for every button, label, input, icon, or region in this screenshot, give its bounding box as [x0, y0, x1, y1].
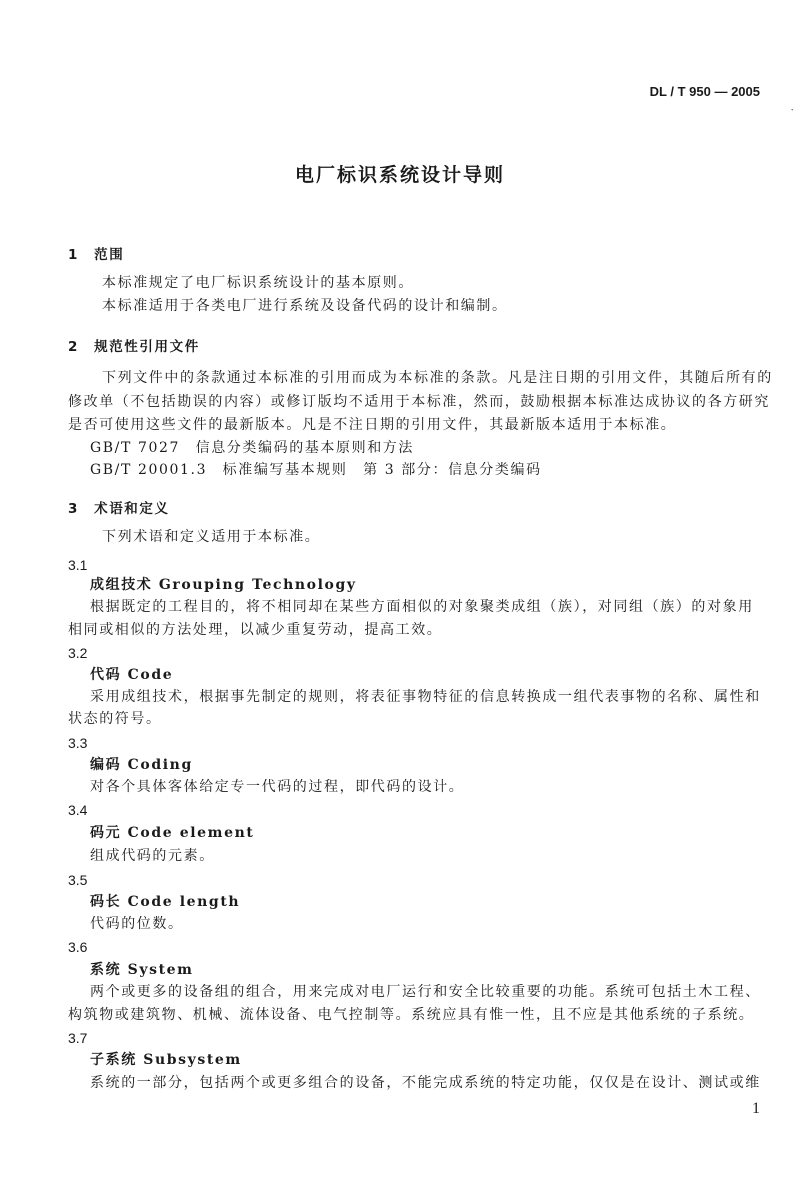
definition-line: 根据既定的工程目的，将不相同却在某些方面相似的对象聚类成组（族），对同组（族）的对象用	[90, 599, 754, 615]
paragraph-line: 本标准规定了电厂标识系统设计的基本原则。	[102, 275, 414, 291]
section-heading: 1 范围	[68, 247, 125, 263]
document-code-header: DL / T 950 — 2005	[649, 84, 760, 99]
paragraph-line: 下列文件中的条款通过本标准的引用而成为本标准的条款。凡是注日期的引用文件，其随后所有的	[102, 370, 773, 386]
definition-line: 构筑物或建筑物、机械、流体设备、电气控制等。系统应具有惟一性，且不应是其他系统的子系统。	[68, 1007, 755, 1023]
term-heading: 成组技术 Grouping Technology	[90, 577, 357, 593]
paragraph-line: 是否可使用这些文件的最新版本。凡是不注日期的引用文件，其最新版本适用于本标准。	[68, 417, 677, 433]
definition-line: 对各个具体客体给定专一代码的过程，即代码的设计。	[90, 779, 465, 795]
paragraph-line: GB/T 20001.3 标准编写基本规则 第 3 部分：信息分类编码	[90, 462, 542, 478]
clause-number: 3.1	[68, 557, 88, 573]
term-heading: 码元 Code element	[90, 825, 255, 841]
clause-number: 3.2	[68, 645, 88, 661]
definition-line: 状态的符号。	[68, 711, 162, 727]
definition-line: 组成代码的元素。	[90, 848, 215, 864]
page-corner-mark: ˏ	[790, 100, 794, 111]
clause-number: 3.3	[68, 735, 88, 751]
term-heading: 码长 Code length	[90, 894, 241, 910]
section-heading: 2 规范性引用文件	[68, 339, 200, 355]
paragraph-line: GB/T 7027 信息分类编码的基本原则和方法	[90, 440, 415, 456]
term-heading: 代码 Code	[90, 667, 174, 683]
definition-line: 相同或相似的方法处理，以减少重复劳动，提高工效。	[68, 622, 443, 638]
term-heading: 系统 System	[90, 962, 194, 978]
clause-number: 3.5	[68, 872, 88, 888]
page-number: 1	[752, 1100, 760, 1117]
document-title: 电厂标识系统设计导则	[294, 164, 505, 186]
definition-line: 代码的位数。	[90, 916, 184, 932]
section-heading: 3 术语和定义	[68, 501, 170, 517]
term-heading: 子系统 Subsystem	[90, 1052, 242, 1068]
definition-line: 两个或更多的设备组的组合，用来完成对电厂运行和安全比较重要的功能。系统可包括土木工程、	[90, 984, 761, 1000]
clause-number: 3.7	[68, 1030, 88, 1046]
definition-line: 系统的一部分，包括两个或更多组合的设备，不能完成系统的特定功能，仅仅是在设计、测试或维	[90, 1075, 761, 1091]
term-heading: 编码 Coding	[90, 757, 193, 773]
clause-number: 3.4	[68, 802, 88, 818]
paragraph-line: 本标准适用于各类电厂进行系统及设备代码的设计和编制。	[102, 298, 508, 314]
paragraph-line: 下列术语和定义适用于本标准。	[102, 529, 321, 545]
paragraph-line: 修改单（不包括勘误的内容）或修订版均不适用于本标准，然而，鼓励根据本标准达成协议的各方研究	[68, 394, 770, 410]
clause-number: 3.6	[68, 939, 88, 955]
definition-line: 采用成组技术，根据事先制定的规则，将表征事物特征的信息转换成一组代表事物的名称、属性和	[90, 689, 761, 705]
